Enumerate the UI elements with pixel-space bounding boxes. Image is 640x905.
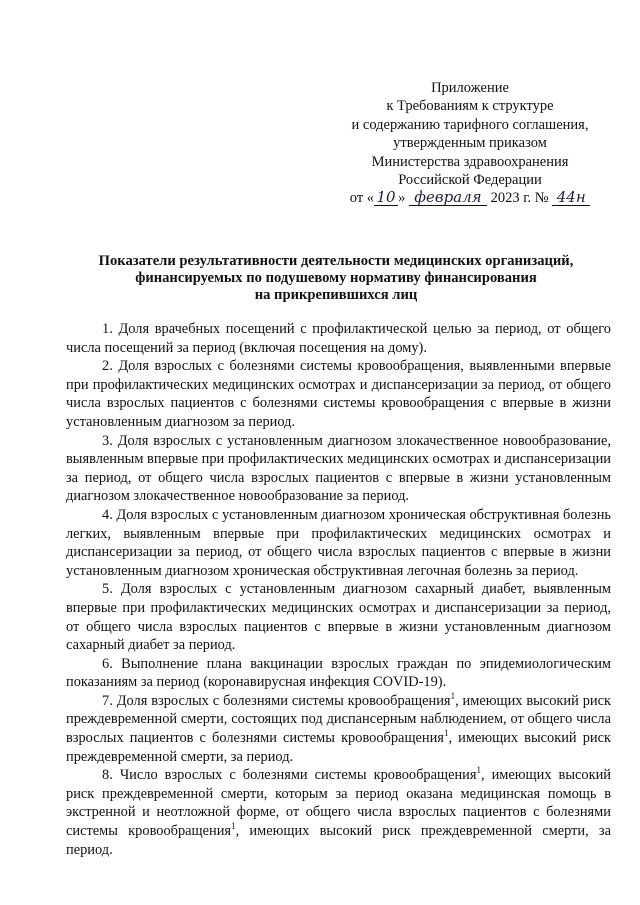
order-number-field xyxy=(552,190,590,206)
appendix-header xyxy=(320,79,620,208)
appendix-line: к Требованиям к структуре xyxy=(386,98,554,115)
footnote-mark: 1 xyxy=(450,691,456,702)
title-line: Показатели результативности деятельности медицинских организаций, xyxy=(98,253,574,269)
indicator-item: 3. Доля взрослых с установленным диагнозом злокачественное новообразование, выявленным впервые при профилактических медицинских осмотрах и диспансеризации за период, от общего числа взрослых пациентов с впервые в жизни установленным диагнозом злокачественное новообразование за период. xyxy=(66,432,611,505)
appendix-line: Министерства здравоохранения xyxy=(371,153,569,170)
footnote-mark: 1 xyxy=(231,821,236,832)
indicator-item xyxy=(66,766,611,859)
order-number-handwritten: 44н xyxy=(556,188,586,207)
date-month-handwritten: февраля xyxy=(414,188,482,207)
indicator-item: 2. Доля взрослых с болезнями системы кровообращения, выявленными впервые при профилактических медицинских осмотрах и диспансеризации за период, от общего числа взрослых пациентов с болезнями системы кровообращения с впервые в жизни установленным диагнозом за период. xyxy=(66,358,611,430)
date-day-handwritten: 10 xyxy=(376,188,396,207)
footnote-mark: 1 xyxy=(443,728,449,739)
indicator-item: 1. Доля врачебных посещений с профилактической целью за период, от общего числа посещений за период (включая посещения на дому). xyxy=(66,321,611,356)
date-day-field xyxy=(374,190,398,206)
date-separator: » xyxy=(398,190,409,207)
indicator-item xyxy=(66,692,611,766)
appendix-line: Российской Федерации xyxy=(398,172,542,189)
indicator-text: , имеющих высокий риск преждевременной смерти, состоящих под диспансерным наблюдением, от общего числа взрослых пациентов с болезнями системы кровообращения xyxy=(66,692,612,747)
order-date-line xyxy=(320,189,620,207)
indicator-item: 5. Доля взрослых с установленным диагнозом сахарный диабет, выявленным впервые при профилактических медицинских осмотрах и диспансеризации за период, от общего числа взрослых пациентов с впервые в жизни установленным диагнозом сахарный диабет за период. xyxy=(66,581,611,654)
document-title xyxy=(60,253,612,305)
indicator-text: , имеющих высокий риск преждевременной смерти, которым за период оказана медицинская помощь в экстренной и неотложной форме, от общего числа взрослых пациентов с болезнями системы кровообращения xyxy=(66,767,611,840)
indicator-text: , имеющих высокий риск преждевременной смерти, за период. xyxy=(66,823,612,858)
appendix-line: и содержанию тарифного соглашения, xyxy=(351,116,589,133)
date-year: 2023 г. № xyxy=(486,190,553,207)
appendix-line: утвержденным приказом xyxy=(393,135,547,152)
appendix-line: Приложение xyxy=(431,80,509,96)
indicator-text: 8. Число взрослых с болезнями системы кровообращения xyxy=(102,767,477,784)
footnote-mark: 1 xyxy=(476,765,481,776)
indicator-list xyxy=(66,320,611,859)
title-line: на прикрепившихся лиц xyxy=(254,287,418,304)
indicator-text: 7. Доля взрослых с болезнями системы кровообращения xyxy=(102,692,451,709)
indicator-text: , имеющих высокий риск преждевременной смерти, за период. xyxy=(66,730,611,765)
title-line: финансируемых по подушевому нормативу финансирования xyxy=(135,270,537,287)
date-prefix: от « xyxy=(349,190,375,207)
date-month-field xyxy=(409,190,487,206)
indicator-item: 4. Доля взрослых с установленным диагнозом хроническая обструктивная болезнь легких, выявленным впервые при профилактических медицинских осмотрах и диспансеризации за период, от общего числа взрослых пациентов с впервые в жизни установленным диагнозом хроническая обструктивная легочная болезнь за период. xyxy=(66,506,611,579)
indicator-item: 6. Выполнение плана вакцинации взрослых граждан по эпидемиологическим показаниям за период (коронавирусная инфекция COVID-19). xyxy=(66,655,611,691)
